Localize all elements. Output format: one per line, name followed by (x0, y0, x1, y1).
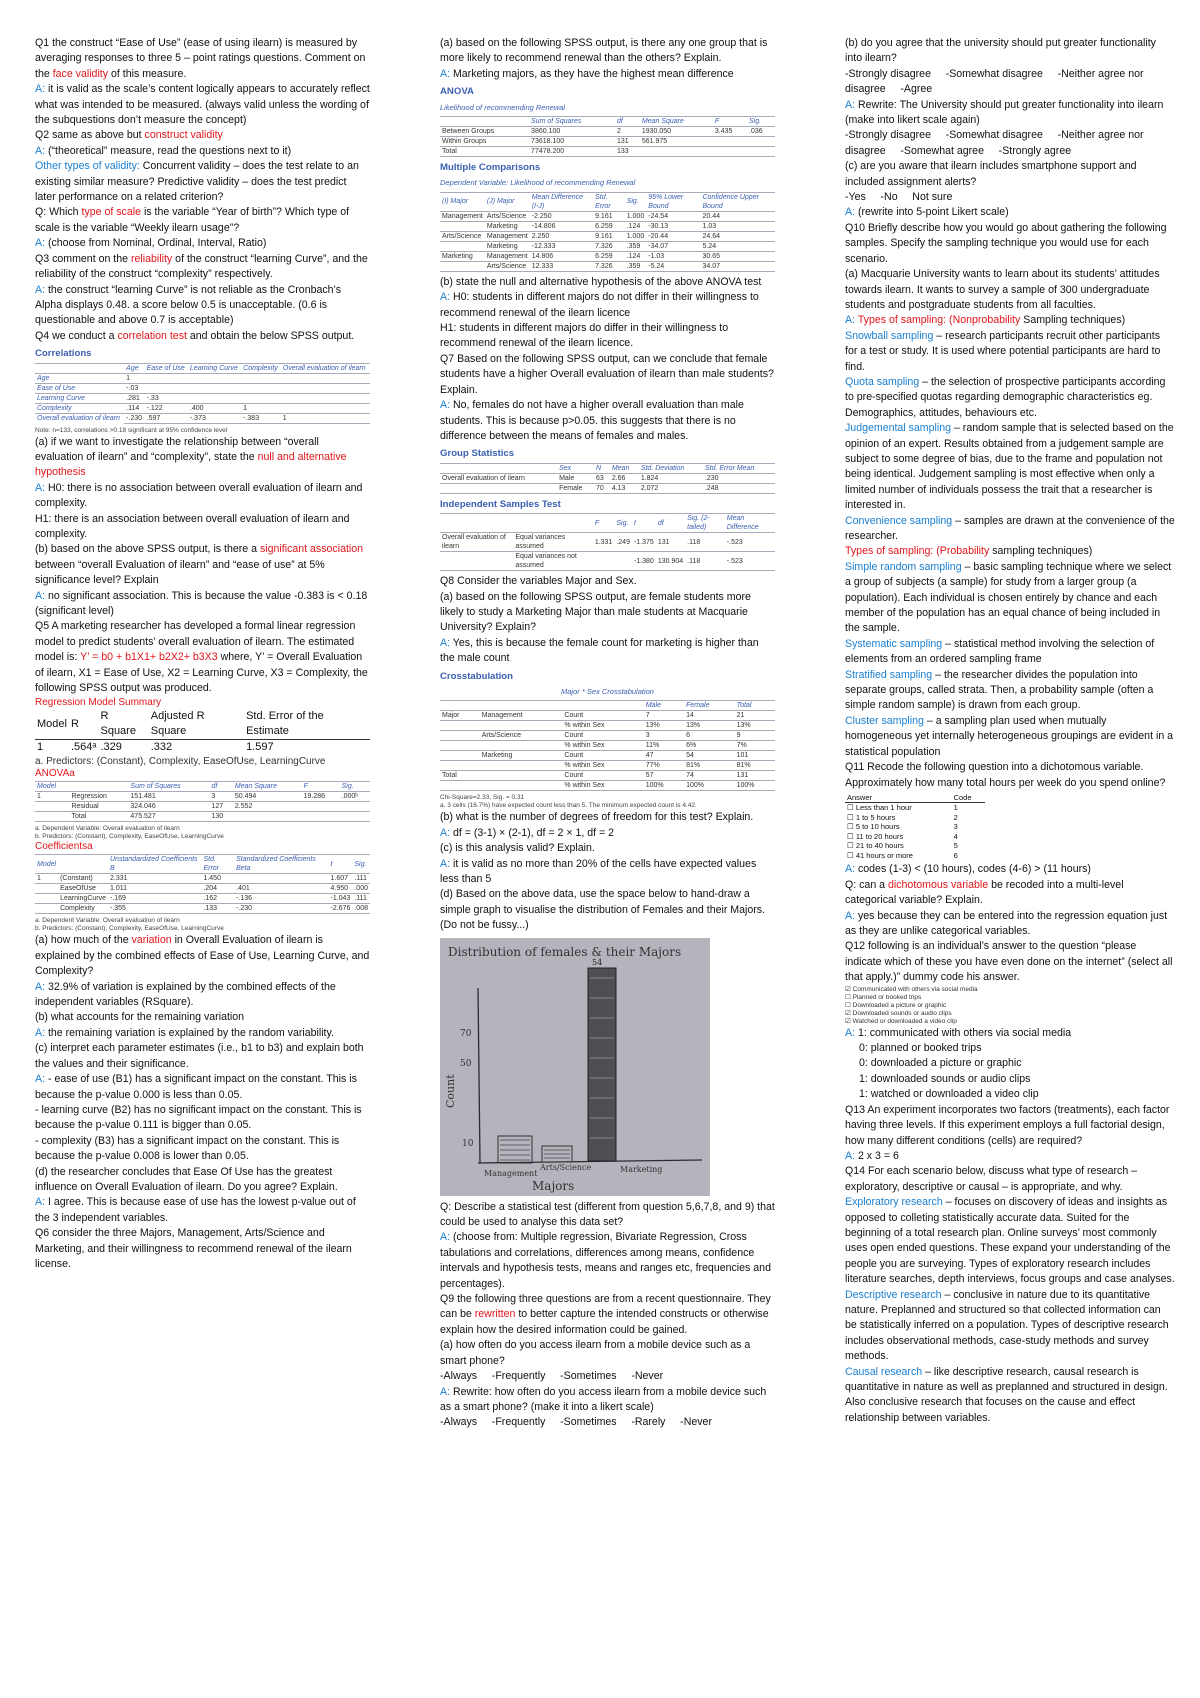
q12-answer-line: 0: downloaded a picture or graphic (859, 1057, 1022, 1070)
table-row: Learning Curve .281 -.33 (35, 393, 370, 403)
simple-random-sampling: Simple random sampling – basic sampling technique where we select a group of subjects (a sample) for study from a larger group (a population). Each individual is chosen entirely by chance and each member of the population has an equal chance of being included in the sample. (845, 560, 1172, 635)
q8d-question: (d) Based on the above data, use the space below to hand-draw a simple graph to visualise the distribution of Females and their Majors. (Do not be fussy...) (440, 888, 766, 932)
group-statistics-title: Group Statistics (440, 448, 515, 460)
q-describe-question: Q: Describe a statistical test (different from question 5,6,7,8, and 9) that could be used to analyse this data set? (440, 1200, 775, 1229)
correlations-note: Note: n=133, correlations >0.18 significant at 95% confidence level (35, 426, 228, 434)
tick-label: 10 (462, 1138, 474, 1149)
checkbox-item: ☑ Watched or downloaded a video clip (845, 1017, 957, 1025)
q9c-answer: A: (rewrite into 5-point Likert scale) (845, 206, 1009, 219)
anova-note-1: a. Dependent Variable: Overall evaluation of ilearn (35, 825, 180, 833)
convenience-sampling: Convenience sampling – samples are drawn at the convenience of the researcher. (845, 514, 1175, 542)
q5a-question: (a) how much of the variation in Overall Evaluation of ilearn is explained by the combined effects of Ease of Use, Learning Curve, and Complexity? (35, 934, 370, 978)
table-row: Total Count 57 74 131 (440, 771, 775, 781)
q-dichotomous-question: Q: can a dichotomous variable be recoded into a multi-level categorical variable? Explain. (845, 878, 1124, 907)
correlations-title: Correlations (35, 348, 92, 360)
q9b-options: -Strongly disagree -Somewhat disagree -Neither agree nor disagree -Agree (845, 67, 1147, 96)
table-row: Overall evaluation of ilearn -.230 .597 -.373 -.383 1 (35, 413, 370, 423)
q12-answer-line: 0: planned or booked trips (859, 1042, 982, 1055)
q4b-answer: A: no significant association. This is because the value -0.383 is < 0.18 (significant level) (35, 589, 368, 617)
q2-question: Q2 same as above but construct validity (35, 129, 223, 142)
correlations-table: Age Ease of Use Learning Curve Complexity Overall evaluation of ilearn Age 1 Ease of Use -.03 Learning Curve .281 -.33 Complexity .114 -.122 .400 1 Overall evaluation of ilearn -.230 .597 -.373 -.383 1 (35, 363, 370, 424)
q9b-answer: A: Rewrite: The University should put greater functionality into ilearn (make into likert scale again) (845, 98, 1164, 127)
q9c-question: (c) are you aware that ilearn includes smartphone support and included assignment alerts? (845, 160, 1137, 188)
table-row: Marketing Management 14.806 6.259 .124 -1.03 30.65 (440, 251, 775, 261)
q9a-answer-options: -Always -Frequently -Sometimes -Rarely -Never (440, 1416, 712, 1429)
q6a-question: (a) based on the following SPSS output, is there any one group that is more likely to recommend renewal than the others? Explain. (440, 37, 768, 65)
column-1 (35, 36, 370, 1272)
regression-predictors: a. Predictors: (Constant), Complexity, EaseOfUse, LearningCurve (35, 756, 326, 768)
q9c-options: -Yes -No Not sure (845, 191, 953, 204)
cluster-sampling: Cluster sampling – a sampling plan used when mutually homogeneous yet internally heterogeneous groupings are evident in a statistical population (845, 714, 1174, 758)
table-row: ☐ Less than 1 hour 1 (847, 803, 958, 813)
q-scale-answer: A: (choose from Nominal, Ordinal, Interval, Ratio) (35, 237, 267, 250)
q12-question: Q12 following is an individual’s answer to the question “please indicate which of these you have even done on the internet” (select all that apply.)” dummy code his answer. (845, 940, 1173, 984)
table-row: Major Management Count 7 14 21 (440, 711, 775, 721)
q8c-answer: A: it is valid as no more than 20% of the cells have expected values less than 5 (440, 857, 757, 885)
anova-note-2: b. Predictors: (Constant), Complexity, EaseOfUse, LearningCurve (35, 833, 224, 841)
table-row: % within Sex 100% 100% 100% (440, 781, 775, 791)
q5c-question: (c) interpret each parameter estimates (i.e., b1 to b3) and explain both the values and their significance. (35, 1042, 364, 1070)
q5-question: Q5 A marketing researcher has developed a formal linear regression model to predict students’ overall evaluation of ilearn. The estimated model is: Y’ = b0 + b1X1+ b2X2+ b3X3 where, Y’ = Overall Evaluation of ilearn, X1 = Ease of Use, X2 = Learning Curve, X3 = Complexity, the following SPSS output was produced. (35, 620, 368, 695)
q8b-answer: A: df = (3-1) × (2-1), df = 2 × 1, df = 2 (440, 826, 615, 839)
q5d-answer: A: I agree. This is because ease of use has the lowest p-value out of the 3 independent variables. (35, 1196, 356, 1224)
q6b-answer: A: H0: students in different majors do not differ in their willingness to recommend renewal of the ilearn licence (440, 291, 759, 319)
q4a-answer: A: H0: there is no association between overall evaluation of ilearn and complexity. (35, 481, 363, 510)
q10a-question: (a) Macquarie University wants to learn about its students’ attitudes towards ilearn. It wants to survey a sample of 300 undergraduate students and postgraduate students from all faculties. (845, 268, 1160, 311)
q-dichotomous-answer: A: yes because they can be entered into the regression equation just as they are unlike categorical variables. (845, 909, 1168, 938)
q1-question: Q1 the construct “Ease of Use” (ease of using ilearn) is measured by averaging responses to three 5 – point ratings questions. Comment on the face validity of this measure. (35, 37, 366, 80)
hand-drawn-graph (440, 938, 710, 1196)
table-row: Residual 324.046 127 2.552 (35, 802, 370, 812)
table-row: Overall evaluation of ilearn Equal variances assumed 1.331 .249 -1.375 131 .118 -.523 (440, 533, 775, 552)
q4b-question: (b) based on the above SPSS output, is there a significant association between “overall Evaluation of ilearn” and “ease of use” at 5% significance level? Explain (35, 543, 364, 587)
q8a-answer: A: Yes, this is because the female count for marketing is higher than the male count (440, 636, 759, 665)
q6a-answer: A: Marketing majors, as they have the highest mean difference (440, 67, 734, 80)
group-statistics-table: Sex N Mean Std. Deviation Std. Error Mean Overall evaluation of ilearn Male 63 2.66 1.824 .230 Female 70 4.13 2.072 .248 (440, 463, 775, 494)
table-row: ☐ 41 hours or more 6 (847, 850, 958, 860)
column-3 (845, 36, 1175, 1426)
independent-samples-table: F Sig. t df Sig. (2-tailed) Mean Difference Overall evaluation of ilearn Equal variances assumed 1.331 .249 -1.375 131 .118 -.523 Equal variances not assumed -1.380 130.904 .118 -.523 (440, 513, 775, 571)
q5b-answer: A: the remaining variation is explained by the random variability. (35, 1026, 334, 1039)
q6b-h1: H1: students in different majors do differ in their willingness to recommend renewal of the ilearn licence. (440, 322, 729, 350)
q12-answer: A: 1: communicated with others via social media (845, 1026, 1072, 1039)
q1-answer: A: it is valid as the scale’s content logically appears to accurately reflect what was intended to be measured. (always valid unless the wording of the subquestions don’t measure the concept) (35, 83, 370, 127)
coefficients-note-2: b. Predictors: (Constant), Complexity, EaseOfUse, LearningCurve (35, 925, 224, 933)
table-row: Arts/Science Management 2.250 9.161 1.000 -20.44 24.64 (440, 231, 775, 241)
table-row: Between Groups 3860.100 2 1930.050 3.435 .036 (440, 127, 775, 137)
crosstab-title: Crosstabulation (440, 670, 514, 682)
descriptive-research: Descriptive research – conclusive in nature due to its quantitative nature. Preplanned and structured so that collected information can be statistically inferred on a population. Types of descriptive research includes observational methods, case-study methods and survey methods. (845, 1288, 1169, 1363)
crosstab-note-2: a. 3 cells (16.7%) have expected count less than 5. The minimum expected count is 4.42. (440, 802, 697, 810)
checkbox-item: ☑ Downloaded sounds or audio clips (845, 1009, 952, 1017)
q5b-question: (b) what accounts for the remaining variation (35, 1011, 245, 1024)
q13-question: Q13 An experiment incorporates two factors (treatments), each factor having three levels. If this experiment employs a full factorial design, how many different conditions (cells) are required? (845, 1103, 1170, 1147)
multiple-comparisons-subtitle: Dependent Variable: Likelihood of recommending Renewal (440, 178, 636, 188)
q4-question: Q4 we conduct a correlation test and obtain the below SPSS output. (35, 329, 355, 342)
exploratory-research: Exploratory research – focuses on discovery of ideas and insights as opposed to colleting statistically accurate data. Suited for the beginning of a total research plan. Online surveys’ most commonly uses open ended questions. These expand your understanding of the people you are surveying. Types of exploratory research includes literature searches, depth interviews, focus groups and case analyses. (845, 1196, 1175, 1286)
bar-top-label: 54 (592, 957, 603, 967)
x-category-label: Marketing (620, 1164, 663, 1174)
table-row: ☐ 11 to 20 hours 4 (847, 831, 958, 841)
table-row: Total 77478.200 133 (440, 147, 775, 157)
table-row: Female 70 4.13 2.072 .248 (440, 483, 775, 493)
independent-samples-title: Independent Samples Test (440, 498, 561, 510)
table-row: % within Sex 11% 6% 7% (440, 741, 775, 751)
coefficients-note-1: a. Dependent Variable: Overall evaluation of ilearn (35, 917, 180, 925)
x-axis-label: Majors (532, 1178, 575, 1193)
table-row: % within Sex 77% 81% 81% (440, 761, 775, 771)
q9a-options: -Always -Frequently -Sometimes -Never (440, 1370, 664, 1383)
table-row: Equal variances not assumed -1.380 130.904 .118 -.523 (440, 552, 775, 571)
table-row: Overall evaluation of ilearn Male 63 2.66 1.824 .230 (440, 473, 775, 483)
q11-answer: A: codes (1-3) < (10 hours), codes (4-6) > (11 hours) (845, 863, 1091, 876)
causal-research: Causal research – like descriptive research, causal research is quantitative in nature as well as preplanned and structured in design. Also conclusive research that focuses on the cause and effect relationship between variables. (845, 1365, 1168, 1424)
table-row: EaseOfUse 1.011 .204 .401 4.950 .000 (35, 884, 370, 894)
anova-table: Model Sum of Squares df Mean Square F Sig. 1 Regression 151.481 3 50.494 19.286 .000ᵇ Residual 324.046 127 2.552 Total 475.527 130 (35, 781, 370, 822)
q8b-question: (b) what is the number of degrees of freedom for this test? Explain. (440, 811, 754, 824)
x-category-label: Arts/Science (540, 1162, 592, 1172)
table-row: 1 .564ᵃ .329 .332 1.597 (37, 741, 274, 754)
regression-summary-title: Regression Model Summary (35, 697, 162, 709)
q13-answer: A: 2 x 3 = 6 (845, 1149, 899, 1162)
crosstab-subtitle: Major * Sex Crosstabulation (561, 686, 654, 696)
q7-question: Q7 Based on the following SPSS output, can we conclude that female students have a higher Overall evaluation of ilearn than male students? Explain. (440, 352, 774, 396)
hours-code-table: Answer Code ☐ Less than 1 hour 1 ☐ 1 to 5 hours 2 ☐ 5 to 10 hours 3 ☐ 11 to 20 hours 4 ☐ 21 to 40 hours 5 ☐ 41 hours or more 6 (845, 793, 985, 861)
q3-question: Q3 comment on the reliability of the construct “learning Curve”, and the reliability of the construct “complexity” respectively. (35, 252, 368, 281)
systematic-sampling: Systematic sampling – statistical method involving the selection of elements from an ordered sampling frame (845, 637, 1155, 666)
graph-title: Distribution of females & their Majors (448, 944, 682, 959)
q10-question: Q10 Briefly describe how you would go about gathering the following samples. Specify the sampling technique you would use for each scenario. (845, 221, 1167, 265)
tick-label: 70 (460, 1028, 472, 1039)
table-row: Total 475.527 130 (35, 812, 370, 822)
q5a-answer: A: 32.9% of variation is explained by the combined effects of the independent variables (RSquare). (35, 980, 336, 1009)
checkbox-item: ☑ Communicated with others via social media (845, 985, 978, 993)
table-row: 1 Regression 151.481 3 50.494 19.286 .000ᵇ (35, 792, 370, 802)
q11-question: Q11 Recode the following question into a dichotomous variable. Approximately how many total hours per week do you spend online? (845, 761, 1166, 789)
bar-marketing (588, 968, 616, 1161)
table-row: ☐ 5 to 10 hours 3 (847, 822, 958, 832)
q4a-question: (a) if we want to investigate the relationship between “overall evaluation of ilearn” and “complexity”, state the null and alternative hypothesis (35, 435, 347, 479)
q9a-answer: A: Rewrite: how often do you access ilearn from a mobile device such as a smart phone? (make it into a likert scale) (440, 1385, 767, 1413)
q12-answer-line: 1: watched or downloaded a video clip (859, 1088, 1039, 1101)
anova-table: Sum of Squares df Mean Square F Sig. Between Groups 3860.100 2 1930.050 3.435 .036 Within Groups 73618.100 131 561.975 Total 77478.200 133 (440, 116, 775, 157)
table-row: ☐ 1 to 5 hours 2 (847, 812, 958, 822)
stratified-sampling: Stratified sampling – the researcher divides the population into separate groups, called strata. Then, a probability sample (often a simple random sample) is drawn from each group. (845, 668, 1154, 712)
q8-question: Q8 Consider the variables Major and Sex. (440, 575, 637, 588)
table-row: 1 (Constant) 2.331 1.450 1.607 .111 (35, 874, 370, 884)
x-category-label: Management (484, 1168, 538, 1178)
y-axis-label: Count (444, 1073, 457, 1108)
anova-title: ANOVA (440, 86, 474, 98)
other-validity: Other types of validity: Concurrent validity – does the test relate to an existing similar measure? Predictive validity – does the test predict later performance on a related criterion? (35, 160, 359, 204)
q5c-answer-2: - learning curve (B2) has no significant impact on the constant. This is because the p-value 0.111 is bigger than 0.05. (35, 1103, 362, 1132)
q9a-question: (a) how often do you access ilearn from a mobile device such as a smart phone? (440, 1339, 751, 1367)
q8a-question: (a) based on the following SPSS output, are female students more likely to study a Marketing Major than male students at Macquarie University? Explain? (440, 590, 751, 634)
q7-answer: A: No, females do not have a higher overall evaluation than male students. This is because p>0.05. this suggests that there is no difference between the means of females and males. (440, 399, 744, 442)
nonprobability-heading: A: Types of sampling: (Nonprobability Sampling techniques) (845, 314, 1126, 327)
regression-summary-table: Model R R Square Adjusted R Square Std. Error of the Estimate 1 .564ᵃ .329 .332 1.597 (35, 709, 370, 755)
q12-answer-line: 1: downloaded sounds or audio clips (859, 1072, 1031, 1085)
snowball-sampling: Snowball sampling – research participants recruit other participants for a test or study. It is used where potential participants are hard to find. (845, 329, 1161, 373)
checkbox-item: ☐ Planned or booked trips (845, 993, 922, 1001)
crosstab-note-1: Chi-Square=2.33, Sig. = 0.31 (440, 794, 525, 802)
q14-question: Q14 For each scenario below, discuss what type of research – exploratory, descriptive or causal – is appropriate, and why. (845, 1165, 1138, 1193)
anova-subtitle: Likelihood of recommending Renewal (440, 102, 566, 112)
q4a-h1: H1: there is an association between overall evaluation of ilearn and complexity. (35, 512, 350, 540)
table-row: Marketing -14.806 6.259 .124 -30.13 1.03 (440, 221, 775, 231)
judgemental-sampling: Judgemental sampling – random sample that is selected based on the opinion of an expert. Results obtained from a judgement sample are subject to some degree of bias, due to the frame and population not being identical. Judgement sampling is most effective when only a limited number of individuals possess the trait that a researcher is interested in. (845, 422, 1174, 512)
table-row: Marketing -12.333 7.326 .359 -34.07 5.24 (440, 241, 775, 251)
q9-question: Q9 the following three questions are from a recent questionnaire. They can be rewritten to better capture the intended constructs or otherwise explain how the desired information could be gained. (440, 1293, 771, 1336)
table-row: ☐ 21 to 40 hours 5 (847, 841, 958, 851)
multiple-comparisons-table: (I) Major (J) Major Mean Difference (I-J) Std. Error Sig. 95% Lower Bound Confidence Upper Bound Management Arts/Science -2.250 9.161 1.000 -24.54 20.44 Marketing -14.806 6.259 .124 -30.13 1.03 Arts/Science Management 2.250 9.161 1.000 -20.44 24.64 Marketing -12.333 7.326 .359 -34.07 5.24 Marketing Management 14.806 6.259 .124 -1.03 30.65 Arts/Science 12.333 7.326 .359 -5.24 34.07 (440, 192, 775, 272)
column-2 (440, 36, 775, 1431)
q5d-question: (d) the researcher concludes that Ease Of Use has the greatest influence on Overall Evaluation of ilearn. Do you agree? Explain. (35, 1165, 338, 1193)
anova-title: ANOVAa (35, 768, 75, 780)
q5c-answer-3: - complexity (B3) has a significant impact on the constant. This is because the p-value 0.008 is lower than 0.05. (35, 1134, 340, 1163)
q8c-question: (c) is this analysis valid? Explain. (440, 842, 595, 855)
table-row: Ease of Use -.03 (35, 383, 370, 393)
q2-answer: A: (“theoretical” measure, read the questions next to it) (35, 144, 292, 157)
coefficients-title: Coefficientsa (35, 841, 93, 853)
table-row: Arts/Science 12.333 7.326 .359 -5.24 34.07 (440, 261, 775, 271)
q6b-question: (b) state the null and alternative hypothesis of the above ANOVA test (440, 275, 762, 288)
q-scale-question: Q: Which type of scale is the variable “Year of birth”? Which type of scale is the variable “Weekly ilearn usage”? (35, 206, 350, 234)
q-describe-answer: A: (choose from: Multiple regression, Bivariate Regression, Cross tabulations and correlations, differences among means, confidence intervals and hypothesis tests, means and ranges etc, frequencies and percentages). (440, 1231, 771, 1290)
table-row: % within Sex 13% 13% 13% (440, 721, 775, 731)
probability-heading: Types of sampling: (Probability sampling techniques) (845, 545, 1093, 558)
table-row: LearningCurve -.169 .162 -.136 -1.043 .111 (35, 894, 370, 904)
q3-answer: A: the construct “learning Curve” is not reliable as the Cronbach’s Alpha displays 0.48. a score below 0.5 is unacceptable. (0.6 is questionable and above 0.7 is acceptable) (35, 283, 342, 327)
table-row: Complexity .114 -.122 .400 1 (35, 403, 370, 413)
q5c-answer-1: A: - ease of use (B1) has a significant impact on the constant. This is because the p-value 0.000 is less than 0.05. (35, 1073, 357, 1101)
q12-checklist (845, 986, 1175, 1026)
tick-label: 50 (460, 1058, 472, 1069)
q9b-answer-options: -Strongly disagree -Somewhat disagree -Neither agree nor disagree -Somewhat agree -Strongly agree (845, 129, 1147, 157)
table-row: Arts/Science Count 3 6 9 (440, 731, 775, 741)
multiple-comparisons-title: Multiple Comparisons (440, 162, 541, 174)
hand-drawn-graph-photo (440, 938, 710, 1196)
checkbox-item: ☐ Downloaded a picture or graphic (845, 1001, 947, 1009)
table-row: Age 1 (35, 373, 370, 383)
table-row: Management Arts/Science -2.250 9.161 1.000 -24.54 20.44 (440, 211, 775, 221)
table-row: Within Groups 73618.100 131 561.975 (440, 137, 775, 147)
quota-sampling: Quota sampling – the selection of prospective participants according to pre-specified quotas regarding demographic characteristics eg. Demographics, attitudes, behaviours etc. (845, 375, 1166, 419)
crosstab-table: Male Female Total Major Management Count 7 14 21 % within Sex 13% 13% 13% Arts/Science Count 3 6 9 % within Sex 11% 6% 7% Marketing Count 47 54 101 % within Sex 77% 81% 81% Total Count 57 74 131 % within Sex 100% 100% 100% (440, 700, 775, 791)
table-row: Complexity -.355 .133 -.230 -2.676 .008 (35, 904, 370, 914)
q6-question: Q6 consider the three Majors, Management, Arts/Science and Marketing, and their willingness to recommend renewal of the ilearn license. (35, 1227, 352, 1270)
table-row: Marketing Count 47 54 101 (440, 751, 775, 761)
q9b-question: (b) do you agree that the university should put greater functionality into ilearn? (845, 37, 1156, 65)
coefficients-table: Model Unstandardized Coefficients B Std. Error Standardized Coefficients Beta t Sig. 1 (Constant) 2.331 1.450 1.607 .111 EaseOfUse 1.011 .204 .401 4.950 .000 LearningCurve -.169 .162 -.136 -1.043 .111 Complexity -.355 .133 -.230 -2.676 .008 (35, 854, 370, 914)
